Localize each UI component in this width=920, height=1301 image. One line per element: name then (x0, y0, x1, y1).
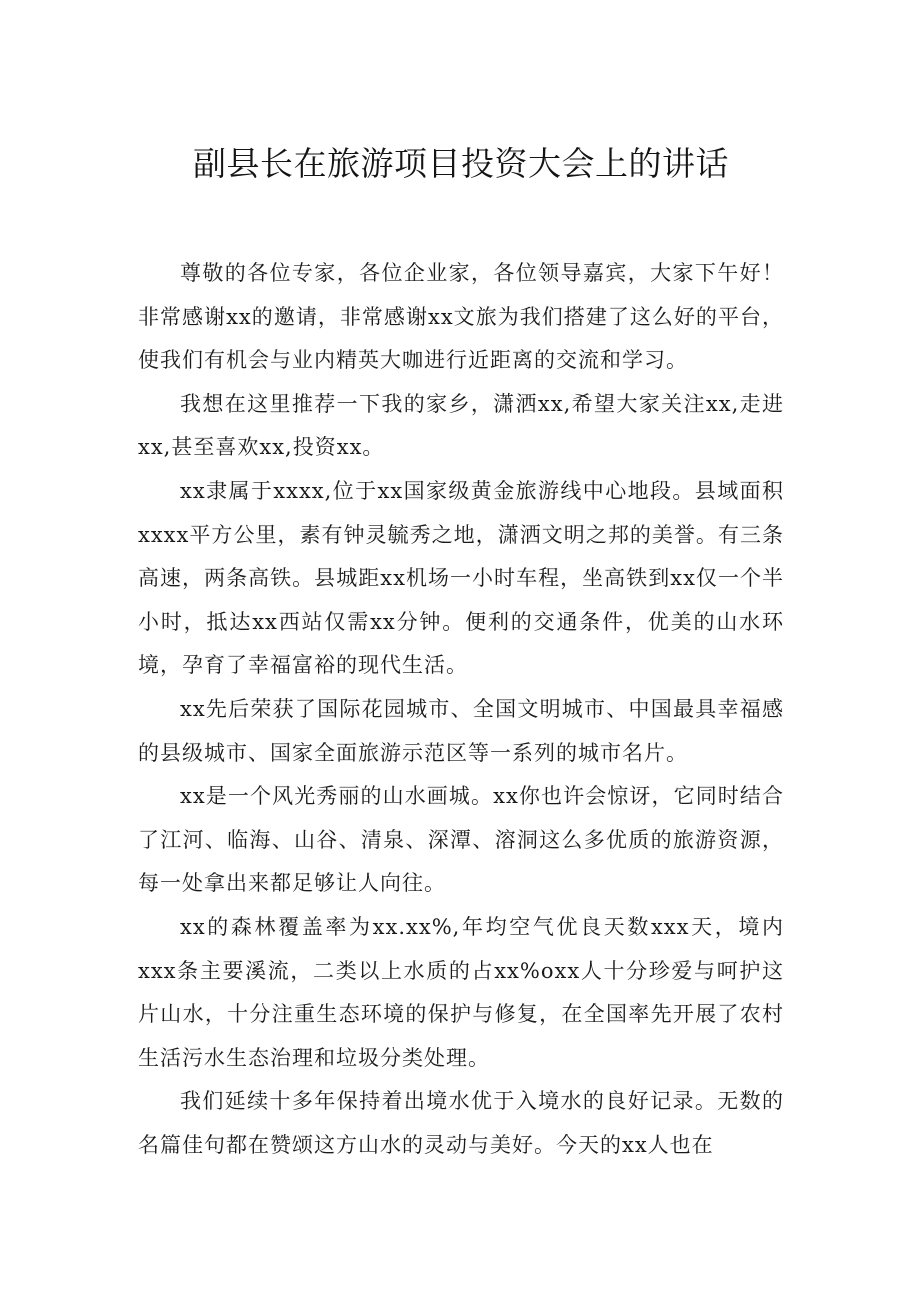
paragraph-ecology: xx的森林覆盖率为xx.xx%,年均空气优良天数xxx天，境内xxx条主要溪流，二类以上水质的占xx%oxx人十分珍爱与呵护这片山水，十分注重生态环境的保护与修复，在全国率先开展了农村生活污水生态治理和垃圾分类处理。 (138, 914, 784, 1070)
document-body (138, 252, 784, 1167)
paragraph-greeting: 尊敬的各位专家，各位企业家，各位领导嘉宾，大家下午好！非常感谢xx的邀请，非常感谢xx文旅为我们搭建了这么好的平台，使我们有机会与业内精英大咖进行近距离的交流和学习。 (138, 261, 784, 373)
paragraph-honors: xx先后荣获了国际花园城市、全国文明城市、中国最具幸福感的县级城市、国家全面旅游示范区等一系列的城市名片。 (138, 696, 784, 765)
paragraph-scenery: xx是一个风光秀丽的山水画城。xx你也许会惊讶，它同时结合了江河、临海、山谷、清泉、深潭、溶洞这么多优质的旅游资源，每一处拿出来都足够让人向往。 (138, 784, 784, 896)
paragraph-hometown: 我想在这里推荐一下我的家乡，潇洒xx,希望大家关注xx,走进xx,甚至喜欢xx,投资xx。 (138, 391, 784, 460)
paragraph-location: xx隶属于xxxx,位于xx国家级黄金旅游线中心地段。县域面积xxxx平方公里，素有钟灵毓秀之地，潇洒文明之邦的美誉。有三条高速，两条高铁。县城距xx机场一小时车程，坐高铁到xx仅一个半小时，抵达xx西站仅需xx分钟。便利的交通条件，优美的山水环境，孕育了幸福富裕的现代生活。 (138, 478, 784, 678)
document-title: 副县长在旅游项目投资大会上的讲话 (193, 144, 729, 183)
paragraph-water-record: 我们延续十多年保持着出境水优于入境水的良好记录。无数的名篇佳句都在赞颂这方山水的灵动与美好。今天的xx人也在 (138, 1089, 784, 1157)
